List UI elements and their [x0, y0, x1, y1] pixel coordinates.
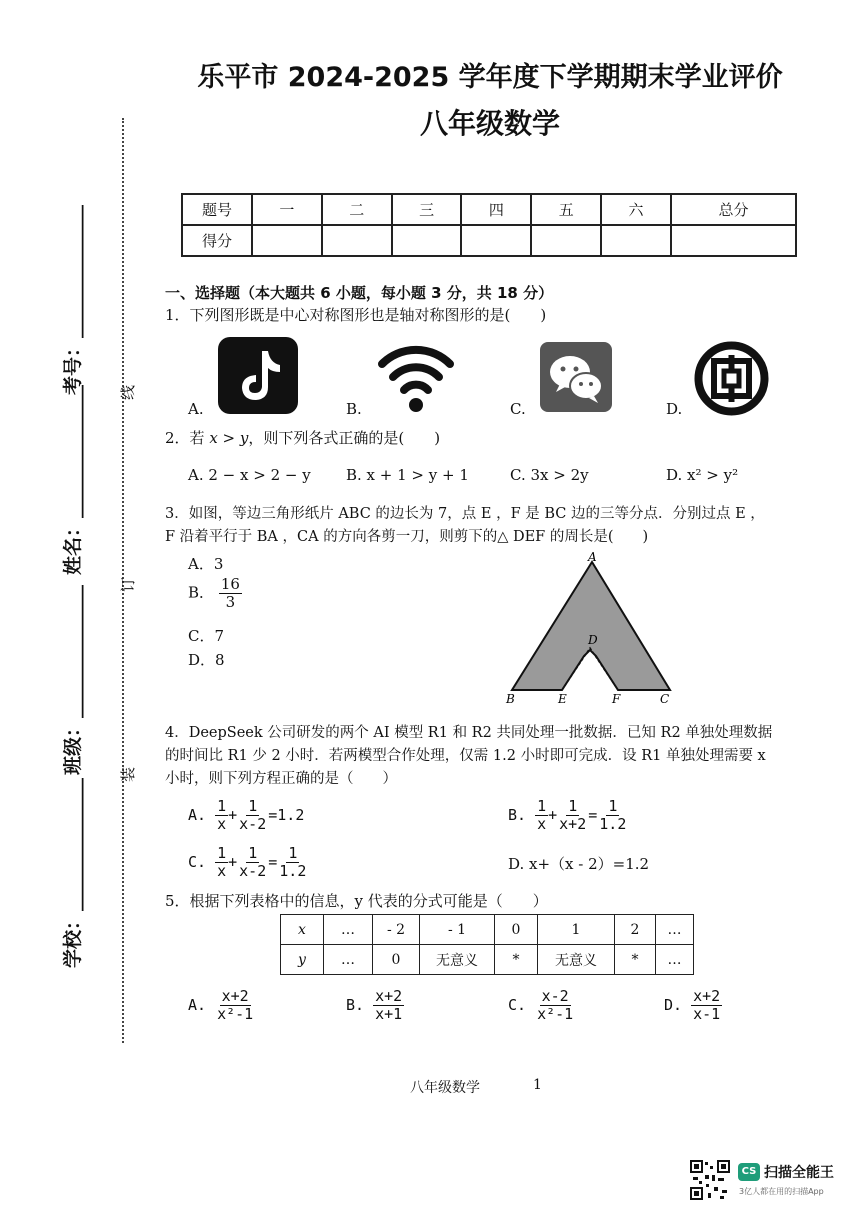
vertex-label-a: A — [588, 550, 597, 564]
q2-option-b: B. x + 1 > y + 1 — [346, 466, 469, 484]
table-cell: … — [656, 945, 694, 975]
page-footer-label: 八年级数学 — [410, 1080, 480, 1096]
wechat-logo-icon — [540, 342, 612, 412]
table-cell: 1 — [538, 915, 615, 945]
q1-option-c-label: C. — [510, 400, 526, 418]
score-cell: 总分 — [671, 194, 796, 225]
q2-condition: x > y — [209, 429, 249, 447]
class-field-label: 班级：______________ — [62, 584, 84, 775]
table-cell: … — [324, 915, 373, 945]
score-input-cell[interactable] — [461, 225, 531, 256]
table-cell: … — [324, 945, 373, 975]
question-4-stem-line1: 4．DeepSeek 公司研发的两个 AI 模型 R1 和 R2 共同处理一批数据．已知 R2 单独处理数据 — [165, 725, 773, 741]
score-cell: 三 — [392, 194, 462, 225]
q5-option-c: C. $\frac{x-2}{\text{x²-1}}$ — [508, 987, 574, 1023]
q2-option-a: A. 2 − x > 2 − y — [188, 466, 311, 484]
question-5-stem: 5．根据下列表格中的信息，y 代表的分式可能是（ ） — [165, 892, 548, 910]
question-3-stem-line1: 3．如图，等边三角形纸片 ABC 的边长为 7，点 E ，F 是 BC 边的三等分点．分别过点 E ， — [165, 506, 765, 522]
question-4-stem-line2: 的时间比 R1 少 2 小时．若两模型合作处理，仅需 1.2 小时即可完成．设 R1 单独处理需要 x — [165, 748, 766, 764]
question-3-stem-line2: F 沿着平行于 BA ，CA 的方向各剪一刀，则剪下的△ DEF 的周长是( ) — [165, 529, 649, 545]
vertex-label-c: C — [660, 692, 670, 706]
binding-mark-xian: 线 — [119, 384, 137, 400]
table-cell: 0 — [495, 915, 538, 945]
vertex-label-f: F — [612, 692, 621, 706]
exam-subtitle: 八年级数学 — [419, 107, 560, 140]
vertex-label-b: B — [506, 692, 515, 706]
q2-option-c: C. 3x > 2y — [510, 466, 589, 484]
score-input-cell[interactable] — [531, 225, 601, 256]
score-input-cell[interactable] — [392, 225, 462, 256]
exam-number-field-label: 考号：______________ — [62, 204, 84, 395]
triangle-figure — [500, 548, 685, 708]
q1-option-d-label: D. — [666, 400, 683, 418]
page-number: 1 — [533, 1077, 542, 1093]
q3-option-a: A．3 — [188, 555, 224, 573]
q3-option-c: C．7 — [188, 627, 225, 645]
q5-option-d: D. $\frac{x+2}{x-1}$ — [664, 987, 721, 1023]
q2-option-d: D. x² > y² — [666, 466, 739, 484]
score-table — [181, 193, 797, 257]
q5-option-b: B. $\frac{x+2}{x+1}$ — [346, 987, 403, 1023]
qr-code-icon — [690, 1160, 730, 1200]
table-cell: 0 — [373, 945, 420, 975]
question-4-stem-line3: 小时，则下列方程正确的是（ ） — [165, 771, 397, 787]
table-cell: y — [281, 945, 324, 975]
vertex-label-e: E — [558, 692, 567, 706]
score-cell: 四 — [461, 194, 531, 225]
q4-option-d: D. x+（x - 2）=1.2 — [508, 855, 650, 873]
table-cell: 无意义 — [420, 945, 495, 975]
school-field-label: 学校：______________ — [62, 777, 84, 968]
table-cell: x — [281, 915, 324, 945]
q3-option-d: D．8 — [188, 651, 225, 669]
bank-logo-icon — [694, 341, 769, 416]
score-cell: 二 — [322, 194, 392, 225]
score-table-header-row — [182, 194, 796, 225]
score-input-cell[interactable] — [671, 225, 796, 256]
vertex-label-d: D — [588, 633, 598, 647]
wifi-signal-icon — [376, 338, 456, 414]
score-cell: 题号 — [182, 194, 252, 225]
q5-value-table — [280, 914, 694, 975]
score-input-cell[interactable] — [252, 225, 322, 256]
table-cell: - 2 — [373, 915, 420, 945]
q4-option-a: A. $\frac{1}{x}$ + $\frac{1}{x-2}$ =1.2 — [188, 797, 305, 833]
binding-mark-zhuang: 装 — [119, 766, 137, 782]
table-cell: 无意义 — [538, 945, 615, 975]
question-2-stem: 2．若 x > y，则下列各式正确的是( ) — [165, 429, 441, 447]
q3-option-b: B． $\frac{16}{3}$ — [188, 575, 240, 611]
question-1-stem: 1．下列图形既是中心对称图形也是轴对称图形的是( ) — [165, 306, 547, 324]
q5-table-row-y — [281, 945, 694, 975]
score-input-cell[interactable] — [601, 225, 671, 256]
tiktok-logo-icon — [218, 337, 298, 414]
q4-option-c: C. $\frac{1}{x}$ + $\frac{1}{x-2}$ = $\frac{1}{1.2}$ — [188, 844, 307, 880]
binding-mark-ding: 订 — [119, 576, 137, 592]
q1-option-b-label: B. — [346, 400, 362, 418]
scanner-app-name: 扫描全能王 — [764, 1165, 834, 1181]
table-cell: - 1 — [420, 915, 495, 945]
score-cell: 一 — [252, 194, 322, 225]
score-cell: 六 — [601, 194, 671, 225]
score-row-label: 得分 — [182, 225, 252, 256]
section-heading: 一、选择题（本大题共 6 小题，每小题 3 分，共 18 分） — [165, 284, 554, 302]
score-table-score-row — [182, 225, 796, 256]
exam-title: 乐平市 2024-2025 学年度下学期期末学业评价 — [197, 62, 783, 93]
table-cell: … — [656, 915, 694, 945]
scanner-logo: CS — [738, 1163, 760, 1181]
q3-option-b-fraction: $\frac{16}{3}$ — [220, 575, 240, 611]
table-cell: 2 — [615, 915, 656, 945]
score-cell: 五 — [531, 194, 601, 225]
table-cell: * — [495, 945, 538, 975]
q5-option-a: A. $\frac{x+2}{\text{x²-1}}$ — [188, 987, 254, 1023]
q4-option-b: B. $\frac{1}{x}$ + $\frac{1}{x+2}$ = $\frac{1}{1.2}$ — [508, 797, 627, 833]
scanner-tagline: 3亿人都在用的扫描App — [739, 1187, 824, 1196]
table-cell: * — [615, 945, 656, 975]
score-input-cell[interactable] — [322, 225, 392, 256]
name-field-label: 姓名：______________ — [62, 384, 84, 575]
q5-table-row-x — [281, 915, 694, 945]
q1-option-a-label: A. — [188, 400, 204, 418]
